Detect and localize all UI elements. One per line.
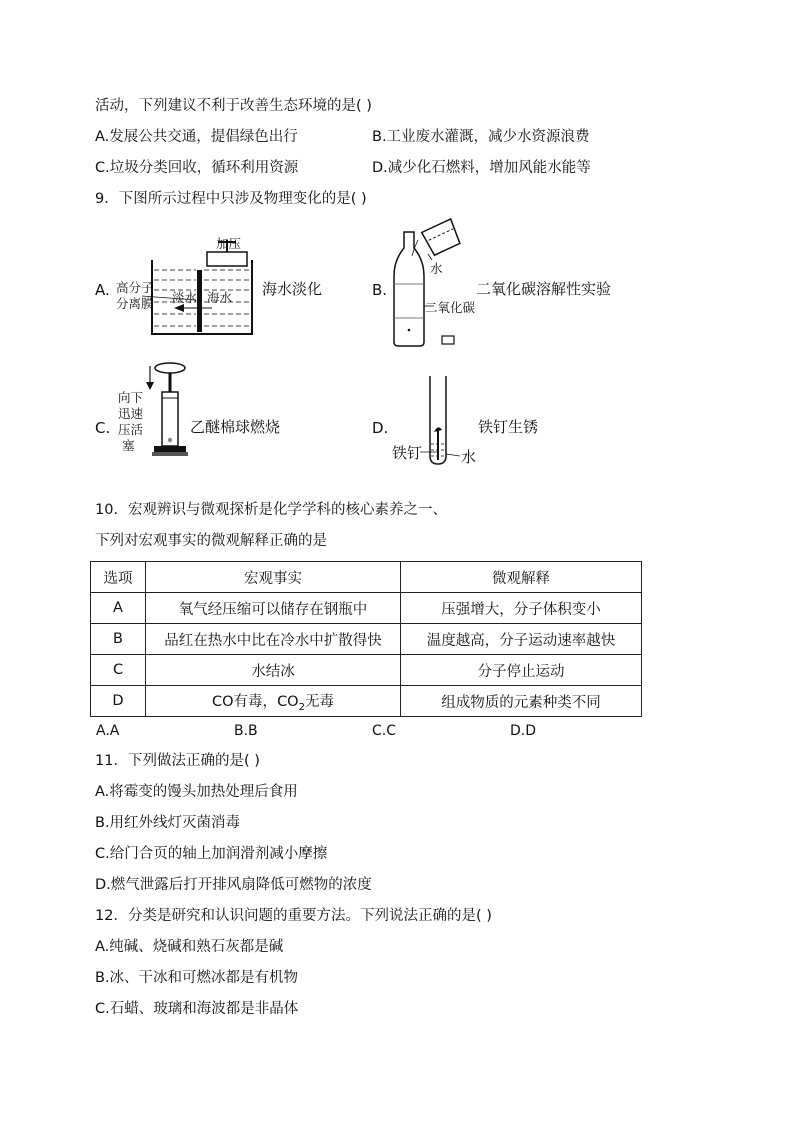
table-cell: 氧气经压缩可以储存在钢瓶中: [146, 593, 401, 624]
co2-formula: $CO_2$: [277, 693, 305, 713]
q12-stem: 12．分类是研究和认识问题的重要方法。下列说法正确的是( ): [95, 908, 492, 924]
q8-stem: 活动，下列建议不利于改善生态环境的是( ): [95, 98, 372, 114]
seawater-label: 海水: [207, 290, 233, 305]
q12-option-b: B.冰、干冰和可燃冰都是有机物: [95, 970, 299, 986]
q10-answer-a: A.A: [96, 723, 120, 739]
table-cell: B: [91, 624, 146, 655]
co-text: CO有毒，: [212, 693, 278, 710]
table-header-row: [91, 562, 642, 593]
q11-option-c: C.给门合页的轴上加润滑剂减小摩擦: [95, 846, 328, 862]
q10-table: [90, 561, 642, 717]
q9-a-letter: A.: [95, 281, 110, 299]
piston-figure: [140, 362, 188, 458]
q8-option-a: A.发展公共交通，提倡绿色出行: [95, 129, 298, 145]
q9-c-letter: C.: [95, 419, 111, 437]
q8-option-d: D.减少化石燃料，增加风能水能等: [372, 160, 591, 176]
q9-d-caption: 铁钉生锈: [478, 418, 539, 436]
table-row: [91, 686, 642, 717]
co2-label: 二氧化碳: [425, 300, 476, 315]
table-header: 宏观事实: [146, 562, 401, 593]
table-row: [91, 655, 642, 686]
table-cell: 品红在热水中比在冷水中扩散得快: [146, 624, 401, 655]
q8-option-c: C.垃圾分类回收，循环利用资源: [95, 160, 299, 176]
fresh-water-label: 淡水: [172, 290, 198, 305]
q12-option-a: A.纯碱、烧碱和熟石灰都是碱: [95, 939, 284, 955]
table-row: [91, 593, 642, 624]
nail-label: 铁钉: [392, 444, 423, 462]
q9-d-letter: D.: [372, 419, 389, 437]
table-cell: A: [91, 593, 146, 624]
q12-option-c: C.石蜡、玻璃和海波都是非晶体: [95, 1001, 299, 1017]
water-label-d: 水: [461, 448, 477, 466]
push-label-2: 迅速: [118, 406, 144, 421]
q11-option-a: A.将霉变的馒头加热处理后食用: [95, 784, 298, 800]
table-cell: C: [91, 655, 146, 686]
q9-c-caption: 乙醚棉球燃烧: [190, 418, 281, 436]
membrane-label-2: 分离膜: [116, 296, 154, 311]
push-label-3: 压活: [118, 422, 144, 437]
table-cell: D: [91, 686, 146, 717]
push-label-1: 向下: [118, 390, 144, 405]
q11-stem: 11．下列做法正确的是( ): [95, 753, 260, 769]
q11-option-d: D.燃气泄露后打开排风扇降低可燃物的浓度: [95, 877, 372, 893]
co2-bottle-figure: [388, 218, 480, 350]
table-row: [91, 624, 642, 655]
q8-option-b: B.工业废水灌溉，减少水资源浪费: [372, 129, 590, 145]
q10-answer-c: C.C: [372, 723, 397, 739]
q9-b-letter: B.: [372, 281, 388, 299]
pressure-label: 加压: [216, 236, 242, 251]
table-cell: 分子停止运动: [401, 655, 642, 686]
q9-stem: 9．下图所示过程中只涉及物理变化的是( ): [95, 191, 367, 207]
table-cell: 组成物质的元素种类不同: [401, 686, 642, 717]
table-cell-co-fact: [146, 686, 401, 717]
water-label-b: 水: [430, 261, 443, 276]
q10-stem-2: 下列对宏观事实的微观解释正确的是: [95, 533, 327, 549]
q10-answer-d: D.D: [510, 723, 537, 739]
q9-a-caption: 海水淡化: [262, 280, 323, 298]
push-label-4: 塞: [122, 438, 135, 453]
table-cell: 水结冰: [146, 655, 401, 686]
q10-stem-1: 10．宏观辨识与微观探析是化学学科的核心素养之一、: [95, 502, 447, 518]
table-cell: 压强增大，分子体积变小: [401, 593, 642, 624]
test-tube-figure: [420, 374, 460, 466]
q9-b-caption: 二氧化碳溶解性实验: [476, 280, 612, 298]
q11-option-b: B.用红外线灯灭菌消毒: [95, 815, 241, 831]
table-header: 微观解释: [401, 562, 642, 593]
co2-tail-text: 无毒: [304, 693, 334, 710]
table-cell: 温度越高，分子运动速率越快: [401, 624, 642, 655]
membrane-label-1: 高分子: [116, 280, 154, 295]
q10-answer-b: B.B: [234, 723, 258, 739]
table-header: 选项: [91, 562, 146, 593]
